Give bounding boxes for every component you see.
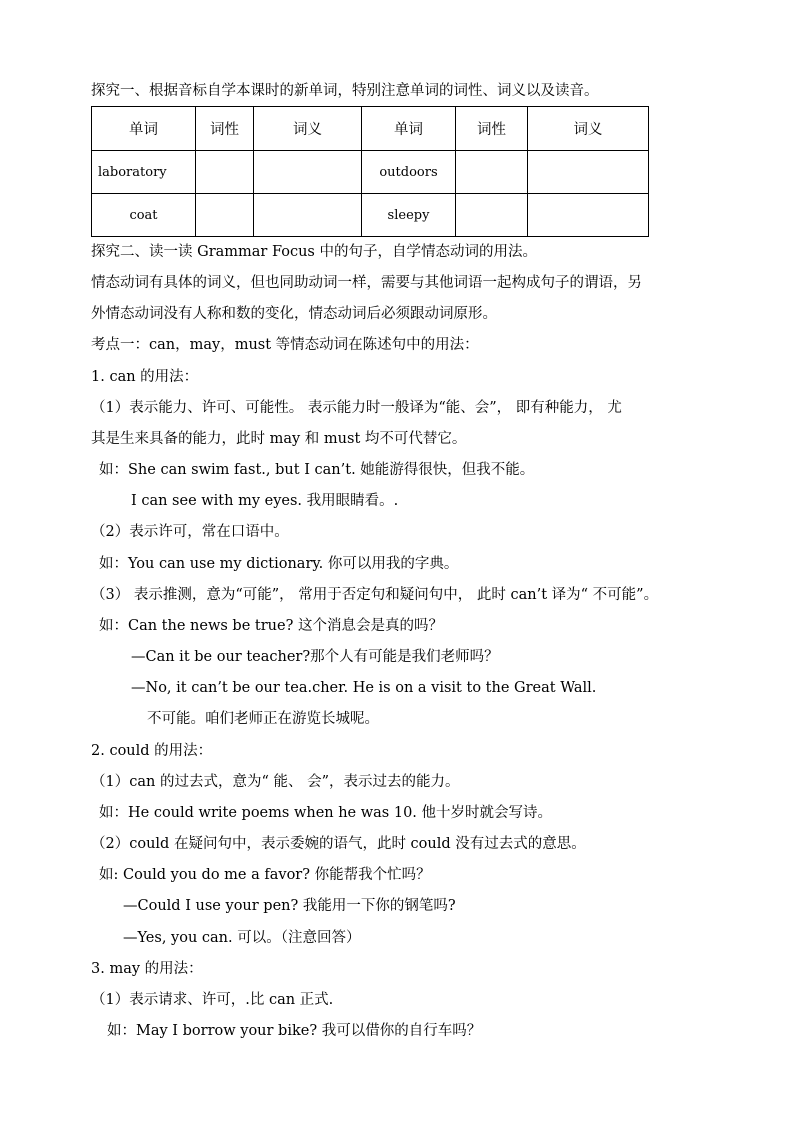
paragraph-line: （2）could 在疑问句中，表示委婉的语气，此时 could 没有过去式的意思。 bbox=[91, 836, 586, 852]
section-1-heading: 探究一、根据音标自学本课时的新单词，特别注意单词的词性、词义以及读音。 bbox=[91, 83, 599, 99]
table-header-cell: 词义 bbox=[254, 107, 362, 151]
paragraph-line: （1）表示能力、许可、可能性。 表示能力时一般译为“能、会”， 即有种能力， 尤 bbox=[91, 400, 622, 416]
table-header-cell: 词义 bbox=[528, 107, 649, 151]
table-header-cell: 单词 bbox=[362, 107, 456, 151]
paragraph-line: 外情态动词没有人称和数的变化，情态动词后必须跟动词原形。 bbox=[91, 306, 497, 322]
paragraph-line: （1）can 的过去式，意为“ 能、 会”，表示过去的能力。 bbox=[91, 774, 460, 790]
paragraph-line: 其是生来具备的能力，此时 may 和 must 均不可代替它。 bbox=[91, 431, 467, 447]
table-header-cell: 词性 bbox=[196, 107, 254, 151]
table-cell-word: coat bbox=[92, 194, 196, 237]
table-row bbox=[92, 151, 649, 194]
paragraph-line: （1）表示请求、许可，.比 can 正式. bbox=[91, 992, 334, 1008]
table-cell-blank[interactable] bbox=[196, 194, 254, 237]
example-line: 如：You can use my dictionary. 你可以用我的字典。 bbox=[99, 556, 459, 572]
subsection-heading: 1. can 的用法： bbox=[91, 369, 199, 385]
table-cell-word: outdoors bbox=[362, 151, 456, 194]
table-row bbox=[92, 194, 649, 237]
table-cell-word: laboratory bbox=[92, 151, 196, 194]
section-2-heading: 探究二、读一读 Grammar Focus 中的句子，自学情态动词的用法。 bbox=[91, 244, 537, 260]
subsection-heading: 2. could 的用法： bbox=[91, 743, 213, 759]
paragraph-line: （2）表示许可，常在口语中。 bbox=[91, 524, 289, 540]
table-header-cell: 词性 bbox=[456, 107, 528, 151]
table-cell-blank[interactable] bbox=[528, 194, 649, 237]
table-cell-blank[interactable] bbox=[254, 194, 362, 237]
paragraph-line: 情态动词有具体的词义，但也同助动词一样，需要与其他词语一起构成句子的谓语，另 bbox=[91, 275, 642, 291]
table-cell-blank[interactable] bbox=[254, 151, 362, 194]
table-cell-blank[interactable] bbox=[196, 151, 254, 194]
example-line: 如：May I borrow your bike? 我可以借你的自行车吗？ bbox=[107, 1023, 482, 1039]
example-line: I can see with my eyes. 我用眼睛看。. bbox=[131, 493, 399, 509]
example-line: 如：He could write poems when he was 10. 他十岁时就会写诗。 bbox=[99, 805, 553, 821]
example-line: 如：She can swim fast., but I can’t. 她能游得很快，但我不能。 bbox=[99, 462, 535, 478]
example-line: 如：Can the news be true? 这个消息会是真的吗？ bbox=[99, 618, 443, 634]
table-cell-word: sleepy bbox=[362, 194, 456, 237]
point-heading: 考点一：can，may，must 等情态动词在陈述句中的用法： bbox=[91, 337, 479, 353]
dialogue-line: —Could I use your pen? 我能用一下你的钢笔吗? bbox=[123, 898, 456, 914]
vocabulary-table bbox=[91, 106, 649, 237]
paragraph-line: （3） 表示推测，意为“可能”， 常用于否定句和疑问句中， 此时 can’t 译为“ 不可能”。 bbox=[91, 587, 659, 603]
table-header-row bbox=[92, 107, 649, 151]
example-line: 如: Could you do me a favor? 你能帮我个忙吗？ bbox=[99, 867, 431, 883]
subsection-heading: 3. may 的用法： bbox=[91, 961, 203, 977]
table-cell-blank[interactable] bbox=[528, 151, 649, 194]
dialogue-line: —No, it can’t be our tea.cher. He is on a visit to the Great Wall. bbox=[131, 680, 597, 696]
table-cell-blank[interactable] bbox=[456, 151, 528, 194]
dialogue-line: —Yes, you can. 可以。（注意回答） bbox=[123, 930, 361, 946]
table-header-cell: 单词 bbox=[92, 107, 196, 151]
dialogue-line: —Can it be our teacher?那个人有可能是我们老师吗？ bbox=[131, 649, 499, 665]
table-cell-blank[interactable] bbox=[456, 194, 528, 237]
translation-line: 不可能。咱们老师正在游览长城呢。 bbox=[147, 711, 379, 727]
